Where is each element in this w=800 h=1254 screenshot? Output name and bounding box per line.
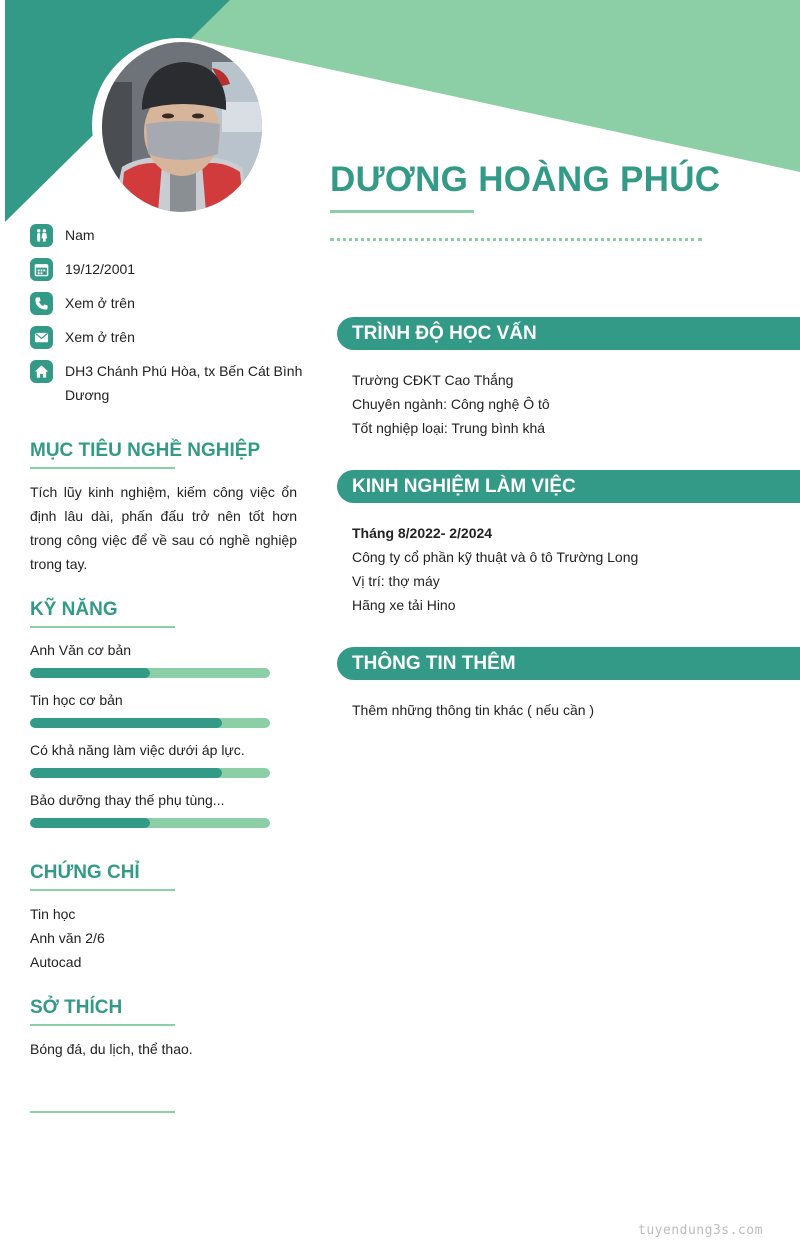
skills-underline (30, 626, 175, 628)
certificates-underline (30, 889, 175, 891)
address-text: DH3 Chánh Phú Hòa, tx Bến Cát Bình Dương (65, 363, 303, 403)
calendar-icon (30, 258, 53, 281)
objective-heading: MỤC TIÊU NGHỀ NGHIỆP (30, 440, 261, 461)
skills-heading: KỸ NĂNG (30, 599, 118, 620)
home-icon (30, 360, 53, 383)
phone-icon (30, 292, 53, 315)
experience-line: Công ty cổ phần kỹ thuật và ô tô Trường Long (352, 549, 639, 565)
objective-underline (30, 467, 175, 469)
experience-heading: KINH NGHIỆM LÀM VIỆC (337, 470, 800, 503)
skill-label: Anh Văn cơ bản (30, 642, 132, 658)
hobbies-underline (30, 1024, 175, 1026)
profile-photo (102, 42, 262, 212)
skill-label: Tin học cơ bản (30, 692, 123, 708)
name-underline (330, 210, 474, 213)
skill-bar-fill (30, 668, 150, 678)
certificates-heading: CHỨNG CHỈ (30, 862, 140, 883)
hobbies-heading: SỞ THÍCH (30, 997, 123, 1018)
skill-bar-fill (30, 718, 222, 728)
experience-period: Tháng 8/2022- 2/2024 (352, 525, 493, 541)
additional-text: Thêm những thông tin khác ( nếu cần ) (352, 702, 595, 718)
experience-line: Hãng xe tải Hino (352, 597, 456, 613)
certificate-item: Anh văn 2/6 (30, 930, 105, 946)
additional-heading: THÔNG TIN THÊM (337, 647, 800, 680)
email-text: Xem ở trên (65, 329, 135, 345)
certificate-item: Autocad (30, 954, 82, 970)
experience-line: Vị trí: thợ máy (352, 573, 440, 589)
skill-bar-fill (30, 768, 222, 778)
skill-bar (30, 768, 270, 778)
watermark: tuyendung3s.com (638, 1223, 763, 1238)
contact-email (30, 326, 310, 349)
education-line: Trường CĐKT Cao Thắng (352, 372, 514, 388)
envelope-icon (30, 326, 53, 349)
gender-icon (30, 224, 53, 247)
skill-label: Có khả năng làm việc dưới áp lực. (30, 742, 245, 758)
skill-bar (30, 718, 270, 728)
education-line: Tốt nghiệp loại: Trung bình khá (352, 420, 546, 436)
skill-label: Bảo dưỡng thay thế phụ tùng... (30, 792, 225, 808)
education-line: Chuyên ngành: Công nghệ Ô tô (352, 396, 550, 412)
contact-gender (30, 224, 310, 247)
certificate-item: Tin học (30, 906, 76, 922)
education-heading: TRÌNH ĐỘ HỌC VẤN (337, 317, 800, 350)
phone-text: Xem ở trên (65, 295, 135, 311)
skill-bar (30, 668, 270, 678)
objective-text: Tích lũy kinh nghiệm, kiếm công việc ổn định lâu dài, phấn đấu trở nên tốt hơn trong công việc để về sau có nghề nghiệp trong tay. (30, 484, 297, 572)
hobbies-text: Bóng đá, du lịch, thể thao. (30, 1041, 193, 1057)
skill-bar-fill (30, 818, 150, 828)
contact-phone (30, 292, 310, 315)
birthday-text: 19/12/2001 (65, 261, 136, 277)
contact-birthday (30, 258, 310, 281)
dotted-divider (330, 238, 702, 241)
avatar (92, 38, 266, 212)
bottom-divider (30, 1111, 175, 1113)
skill-bar (30, 818, 270, 828)
candidate-name: DƯƠNG HOÀNG PHÚC (330, 160, 721, 199)
contact-address (30, 360, 310, 407)
gender-text: Nam (65, 227, 95, 243)
